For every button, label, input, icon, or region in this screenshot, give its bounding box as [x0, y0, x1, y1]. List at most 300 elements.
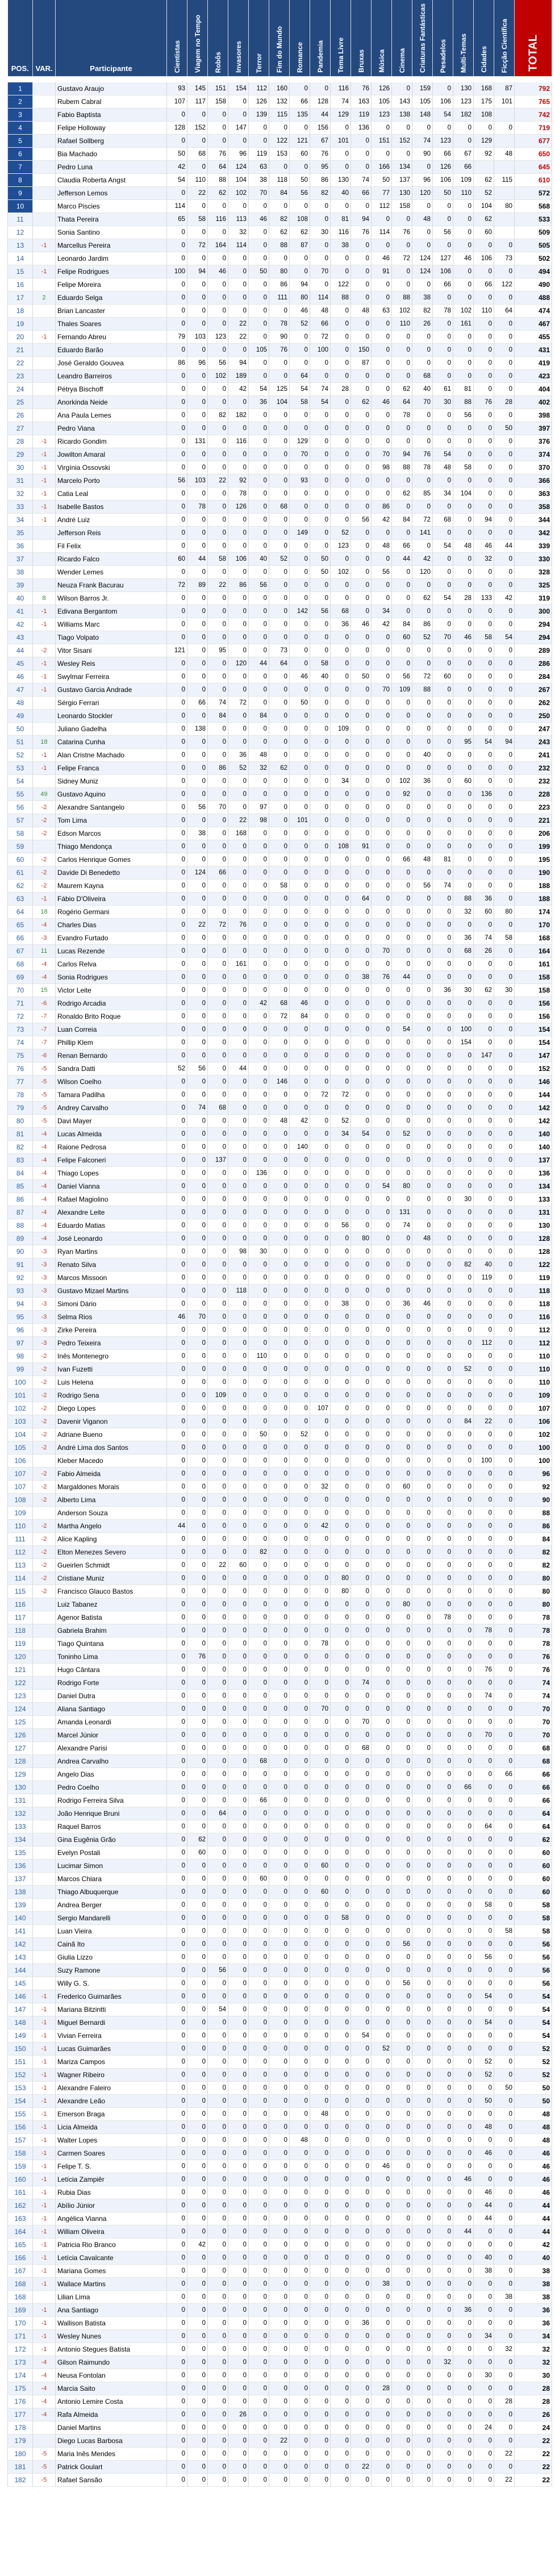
score-cell: 0 — [453, 2160, 474, 2173]
position-cell: 33 — [8, 501, 33, 514]
score-cell: 0 — [453, 2265, 474, 2278]
score-cell: 76 — [228, 919, 249, 932]
participant-name: Victor Leite — [56, 984, 167, 997]
score-cell: 0 — [372, 879, 392, 893]
score-cell: 30 — [453, 984, 474, 997]
table-row — [8, 1363, 552, 1376]
score-cell: 0 — [412, 2225, 433, 2239]
score-cell: 0 — [351, 566, 372, 579]
header-category-label: Romance — [295, 41, 304, 73]
score-cell: 147 — [474, 1049, 494, 1062]
score-cell: 0 — [290, 566, 310, 579]
total-cell: 325 — [515, 579, 552, 592]
score-cell: 0 — [269, 749, 290, 762]
participant-name: Gustavo Araujo — [56, 82, 167, 95]
participant-name: Neuza Frank Bacurau — [56, 579, 167, 592]
score-cell: 0 — [453, 997, 474, 1010]
score-cell: 0 — [228, 1546, 249, 1559]
score-cell: 0 — [167, 226, 187, 239]
score-cell: 0 — [290, 553, 310, 566]
score-cell: 0 — [187, 997, 208, 1010]
total-cell: 319 — [515, 592, 552, 605]
score-cell: 0 — [228, 1337, 249, 1350]
score-cell: 0 — [228, 736, 249, 749]
score-cell: 0 — [228, 1193, 249, 1206]
score-cell: 0 — [412, 2199, 433, 2212]
score-cell: 0 — [453, 1468, 474, 1481]
variation-cell: -5 — [33, 1062, 56, 1076]
score-cell: 0 — [392, 2199, 412, 2212]
header-category — [453, 0, 474, 77]
score-cell: 0 — [269, 422, 290, 435]
score-cell: 0 — [331, 1637, 351, 1650]
score-cell: 0 — [249, 2304, 269, 2317]
score-cell: 0 — [494, 2278, 515, 2291]
total-cell: 44 — [515, 2225, 552, 2239]
score-cell: 0 — [310, 1833, 331, 1846]
variation-cell — [33, 252, 56, 265]
score-cell: 0 — [228, 1350, 249, 1363]
score-cell: 135 — [290, 109, 310, 122]
score-cell: 0 — [433, 1180, 453, 1193]
score-cell: 0 — [433, 2474, 453, 2487]
score-cell: 0 — [392, 1441, 412, 1454]
score-cell: 0 — [331, 2317, 351, 2330]
variation-cell — [33, 540, 56, 553]
score-cell: 0 — [331, 919, 351, 932]
score-cell: 0 — [392, 357, 412, 370]
score-cell: 68 — [453, 945, 474, 958]
score-cell: 34 — [474, 2330, 494, 2343]
score-cell: 0 — [269, 932, 290, 945]
score-cell: 50 — [249, 265, 269, 278]
score-cell: 0 — [290, 514, 310, 527]
position-cell: 37 — [8, 553, 33, 566]
position-cell: 42 — [8, 618, 33, 631]
score-cell: 0 — [433, 1298, 453, 1311]
score-cell: 28 — [453, 592, 474, 605]
score-cell: 0 — [331, 683, 351, 697]
score-cell: 0 — [290, 1389, 310, 1402]
score-cell: 0 — [269, 1559, 290, 1572]
participant-name: Ana Paula Lemes — [56, 409, 167, 422]
score-cell: 0 — [494, 1036, 515, 1049]
total-cell: 142 — [515, 1115, 552, 1128]
score-cell: 0 — [433, 1742, 453, 1755]
score-cell: 0 — [167, 1076, 187, 1089]
score-cell: 0 — [249, 122, 269, 135]
score-cell: 106 — [433, 265, 453, 278]
score-cell: 0 — [351, 958, 372, 971]
score-cell: 58 — [474, 1899, 494, 1912]
score-cell: 0 — [269, 906, 290, 919]
score-cell: 0 — [412, 1742, 433, 1755]
score-cell: 0 — [494, 579, 515, 592]
score-cell: 0 — [372, 1415, 392, 1428]
score-cell: 0 — [167, 2173, 187, 2186]
score-cell: 0 — [269, 409, 290, 422]
score-cell: 0 — [433, 2421, 453, 2435]
score-cell: 0 — [290, 540, 310, 553]
score-cell: 0 — [392, 2304, 412, 2317]
score-cell: 70 — [310, 1703, 331, 1716]
score-cell: 0 — [494, 1585, 515, 1598]
score-cell: 0 — [310, 1873, 331, 1886]
score-cell: 0 — [290, 1337, 310, 1350]
participant-name: Daniel Dutra — [56, 1690, 167, 1703]
score-cell: 0 — [474, 1428, 494, 1441]
position-cell: 166 — [8, 2252, 33, 2265]
score-cell: 0 — [290, 2395, 310, 2408]
score-cell: 0 — [208, 501, 228, 514]
score-cell: 0 — [290, 879, 310, 893]
score-cell: 0 — [228, 1468, 249, 1481]
score-cell: 63 — [249, 161, 269, 174]
score-cell: 0 — [331, 1533, 351, 1546]
participant-name: Ivan Fuzetti — [56, 1363, 167, 1376]
score-cell: 0 — [351, 2121, 372, 2134]
position-cell: 163 — [8, 2212, 33, 2225]
participant-name: Agenor Batista — [56, 1611, 167, 1624]
score-cell: 0 — [187, 2082, 208, 2095]
score-cell: 0 — [187, 2186, 208, 2199]
score-cell: 0 — [453, 1794, 474, 1807]
position-cell: 34 — [8, 514, 33, 527]
score-cell: 86 — [372, 501, 392, 514]
variation-cell: -4 — [33, 2408, 56, 2421]
score-cell: 0 — [331, 1768, 351, 1781]
score-cell: 0 — [494, 291, 515, 305]
score-cell: 0 — [494, 435, 515, 448]
score-cell: 0 — [453, 1637, 474, 1650]
total-cell: 502 — [515, 252, 552, 265]
score-cell: 0 — [208, 1036, 228, 1049]
table-row — [8, 1428, 552, 1441]
score-cell: 0 — [228, 1585, 249, 1598]
score-cell: 38 — [494, 2291, 515, 2304]
score-cell: 0 — [269, 435, 290, 448]
position-cell: 46 — [8, 670, 33, 683]
score-cell: 160 — [269, 82, 290, 95]
score-cell: 0 — [187, 1585, 208, 1598]
score-cell: 0 — [412, 1180, 433, 1193]
position-cell: 181 — [8, 2461, 33, 2474]
score-cell: 0 — [208, 1650, 228, 1664]
score-cell: 0 — [453, 2186, 474, 2199]
score-cell: 38 — [474, 2265, 494, 2278]
score-cell: 0 — [433, 213, 453, 226]
score-cell: 0 — [453, 866, 474, 879]
score-cell: 0 — [310, 1010, 331, 1023]
table-row — [8, 1298, 552, 1311]
score-cell: 0 — [167, 2278, 187, 2291]
score-cell: 0 — [331, 579, 351, 592]
score-cell: 64 — [351, 893, 372, 906]
score-cell: 0 — [290, 971, 310, 984]
variation-cell — [33, 1964, 56, 1977]
score-cell: 0 — [167, 2369, 187, 2382]
score-cell: 0 — [187, 893, 208, 906]
table-row — [8, 1990, 552, 2003]
score-cell: 0 — [453, 1611, 474, 1624]
score-cell: 0 — [494, 1010, 515, 1023]
participant-name: Phillip Klem — [56, 1036, 167, 1049]
participant-name: Marcia Saito — [56, 2382, 167, 2395]
score-cell: 0 — [208, 1350, 228, 1363]
score-cell: 38 — [187, 827, 208, 840]
score-cell: 0 — [474, 1402, 494, 1415]
score-cell: 0 — [228, 1036, 249, 1049]
score-cell: 46 — [208, 265, 228, 278]
variation-cell — [33, 370, 56, 383]
score-cell: 0 — [351, 997, 372, 1010]
score-cell: 0 — [372, 1820, 392, 1833]
score-cell: 0 — [269, 710, 290, 723]
score-cell: 66 — [187, 697, 208, 710]
score-cell: 0 — [351, 1624, 372, 1637]
position-cell: 15 — [8, 265, 33, 278]
score-cell: 0 — [392, 2134, 412, 2147]
header-category-label: Ficção Científica — [500, 18, 508, 73]
variation-cell — [33, 697, 56, 710]
score-cell: 0 — [167, 2317, 187, 2330]
score-cell: 0 — [494, 1846, 515, 1860]
variation-cell: -2 — [33, 644, 56, 657]
score-cell: 0 — [249, 2421, 269, 2435]
header-category — [433, 0, 453, 77]
variation-cell — [33, 1846, 56, 1860]
score-cell: 0 — [249, 422, 269, 435]
variation-cell: -1 — [33, 670, 56, 683]
total-cell: 792 — [515, 82, 552, 95]
score-cell: 0 — [228, 1624, 249, 1637]
score-cell: 0 — [331, 2304, 351, 2317]
score-cell: 30 — [474, 2369, 494, 2382]
score-cell: 0 — [167, 2147, 187, 2160]
score-cell: 0 — [208, 2212, 228, 2225]
score-cell: 0 — [412, 1794, 433, 1807]
score-cell: 0 — [351, 1925, 372, 1938]
score-cell: 0 — [433, 2330, 453, 2343]
score-cell: 0 — [392, 1807, 412, 1820]
score-cell: 0 — [433, 2069, 453, 2082]
score-cell: 0 — [351, 906, 372, 919]
score-cell: 0 — [351, 592, 372, 605]
score-cell: 0 — [453, 135, 474, 148]
score-cell: 70 — [372, 683, 392, 697]
position-cell: 153 — [8, 2082, 33, 2095]
score-cell: 100 — [310, 344, 331, 357]
score-cell: 0 — [290, 1454, 310, 1468]
participant-name: Kleber Macedo — [56, 1454, 167, 1468]
score-cell: 0 — [290, 579, 310, 592]
score-cell: 0 — [372, 2029, 392, 2043]
score-cell: 0 — [167, 618, 187, 631]
score-cell: 0 — [310, 2173, 331, 2186]
score-cell: 0 — [167, 1650, 187, 1664]
score-cell: 0 — [372, 357, 392, 370]
score-cell: 0 — [392, 1572, 412, 1585]
score-cell: 116 — [331, 226, 351, 239]
score-cell: 0 — [187, 2029, 208, 2043]
score-cell: 0 — [351, 1337, 372, 1350]
score-cell: 0 — [331, 2448, 351, 2461]
participant-name: Gustavo Mizael Martins — [56, 1285, 167, 1298]
score-cell: 0 — [310, 1036, 331, 1049]
score-cell: 48 — [453, 540, 474, 553]
participant-name: Fabio Almeida — [56, 1468, 167, 1481]
score-cell: 0 — [433, 82, 453, 95]
score-cell: 0 — [290, 2225, 310, 2239]
score-cell: 0 — [433, 697, 453, 710]
score-cell: 0 — [392, 697, 412, 710]
score-cell: 0 — [351, 1781, 372, 1794]
score-cell: 0 — [167, 187, 187, 200]
score-cell: 0 — [269, 1272, 290, 1285]
score-cell: 0 — [372, 814, 392, 827]
score-cell: 0 — [167, 2395, 187, 2408]
participant-name: Wender Lemes — [56, 566, 167, 579]
score-cell: 0 — [474, 1768, 494, 1781]
score-cell: 84 — [269, 187, 290, 200]
score-cell: 76 — [474, 396, 494, 409]
score-cell: 0 — [310, 2239, 331, 2252]
participant-name: Licia Almeida — [56, 2121, 167, 2134]
score-cell: 0 — [249, 305, 269, 318]
participant-name: Felipe Holloway — [56, 122, 167, 135]
score-cell: 0 — [433, 1115, 453, 1128]
score-cell: 0 — [249, 2317, 269, 2330]
score-cell: 0 — [453, 1206, 474, 1219]
score-cell: 110 — [249, 1350, 269, 1363]
score-cell: 0 — [412, 2461, 433, 2474]
score-cell: 0 — [269, 1415, 290, 1428]
score-cell: 0 — [249, 2003, 269, 2016]
variation-cell: -1 — [33, 2239, 56, 2252]
table-row — [8, 95, 552, 109]
score-cell: 0 — [494, 1023, 515, 1036]
score-cell: 0 — [474, 1677, 494, 1690]
score-cell: 0 — [228, 1637, 249, 1650]
score-cell: 0 — [474, 1572, 494, 1585]
score-cell: 0 — [392, 1428, 412, 1441]
score-cell: 0 — [372, 291, 392, 305]
variation-cell: -1 — [33, 762, 56, 775]
score-cell: 0 — [228, 1494, 249, 1507]
score-cell: 0 — [392, 2382, 412, 2395]
score-cell: 0 — [372, 1232, 392, 1245]
score-cell: 0 — [494, 1089, 515, 1102]
participant-name: Catarina Cunha — [56, 736, 167, 749]
score-cell: 0 — [412, 161, 433, 174]
score-cell: 0 — [412, 1128, 433, 1141]
score-cell: 0 — [494, 1428, 515, 1441]
score-cell: 0 — [494, 1977, 515, 1990]
position-cell: 54 — [8, 775, 33, 788]
score-cell: 0 — [474, 2343, 494, 2356]
score-cell: 0 — [187, 226, 208, 239]
score-cell: 0 — [412, 1102, 433, 1115]
score-cell: 0 — [208, 893, 228, 906]
table-row — [8, 2448, 552, 2461]
variation-cell: -3 — [33, 932, 56, 945]
score-cell: 0 — [412, 1873, 433, 1886]
variation-cell: -1 — [33, 514, 56, 527]
score-cell: 56 — [208, 1964, 228, 1977]
score-cell: 0 — [167, 749, 187, 762]
total-cell: 44 — [515, 2212, 552, 2225]
score-cell: 0 — [208, 1886, 228, 1899]
score-cell: 0 — [310, 1650, 331, 1664]
variation-cell: -5 — [33, 1089, 56, 1102]
score-cell: 0 — [433, 1285, 453, 1298]
score-cell: 0 — [310, 1546, 331, 1559]
score-cell: 117 — [187, 95, 208, 109]
score-cell: 102 — [392, 305, 412, 318]
score-cell: 0 — [290, 1951, 310, 1964]
score-cell: 0 — [494, 2199, 515, 2212]
score-cell: 0 — [310, 2212, 331, 2225]
score-cell: 0 — [228, 2278, 249, 2291]
score-cell: 140 — [290, 1141, 310, 1154]
participant-name: Tom Lima — [56, 814, 167, 827]
score-cell: 0 — [474, 435, 494, 448]
score-cell: 0 — [474, 2029, 494, 2043]
score-cell: 88 — [208, 174, 228, 187]
position-cell: 134 — [8, 1833, 33, 1846]
score-cell: 0 — [372, 736, 392, 749]
score-cell: 0 — [228, 1324, 249, 1337]
participant-name: Daniel Martins — [56, 2421, 167, 2435]
score-cell: 168 — [474, 82, 494, 95]
score-cell: 0 — [392, 1272, 412, 1285]
score-cell: 0 — [372, 997, 392, 1010]
position-cell: 137 — [8, 1873, 33, 1886]
score-cell: 0 — [290, 1781, 310, 1794]
score-cell: 0 — [228, 2265, 249, 2278]
score-cell: 148 — [412, 109, 433, 122]
score-cell: 0 — [167, 1494, 187, 1507]
participant-name: Luan Correia — [56, 1023, 167, 1036]
score-cell: 0 — [310, 2029, 331, 2043]
position-cell: 140 — [8, 1912, 33, 1925]
total-cell: 358 — [515, 501, 552, 514]
score-cell: 0 — [412, 2003, 433, 2016]
table-row — [8, 1624, 552, 1637]
score-cell: 124 — [228, 161, 249, 174]
score-cell: 0 — [372, 1807, 392, 1820]
score-cell: 0 — [372, 239, 392, 252]
score-cell: 0 — [433, 2278, 453, 2291]
score-cell: 0 — [208, 945, 228, 958]
variation-cell: -1 — [33, 2108, 56, 2121]
total-cell: 22 — [515, 2435, 552, 2448]
score-cell: 0 — [351, 2343, 372, 2356]
score-cell: 0 — [494, 893, 515, 906]
score-cell: 0 — [474, 2134, 494, 2147]
score-cell: 0 — [228, 2474, 249, 2487]
participant-name: Ricardo Gondim — [56, 435, 167, 448]
score-cell: 0 — [351, 1167, 372, 1180]
score-cell: 0 — [433, 2343, 453, 2356]
score-cell: 0 — [331, 1977, 351, 1990]
score-cell: 0 — [310, 2252, 331, 2265]
score-cell: 66 — [310, 318, 331, 331]
position-cell: 125 — [8, 1716, 33, 1729]
participant-name: Gueirlen Schmidt — [56, 1559, 167, 1572]
score-cell: 0 — [249, 474, 269, 487]
score-cell: 0 — [331, 1036, 351, 1049]
